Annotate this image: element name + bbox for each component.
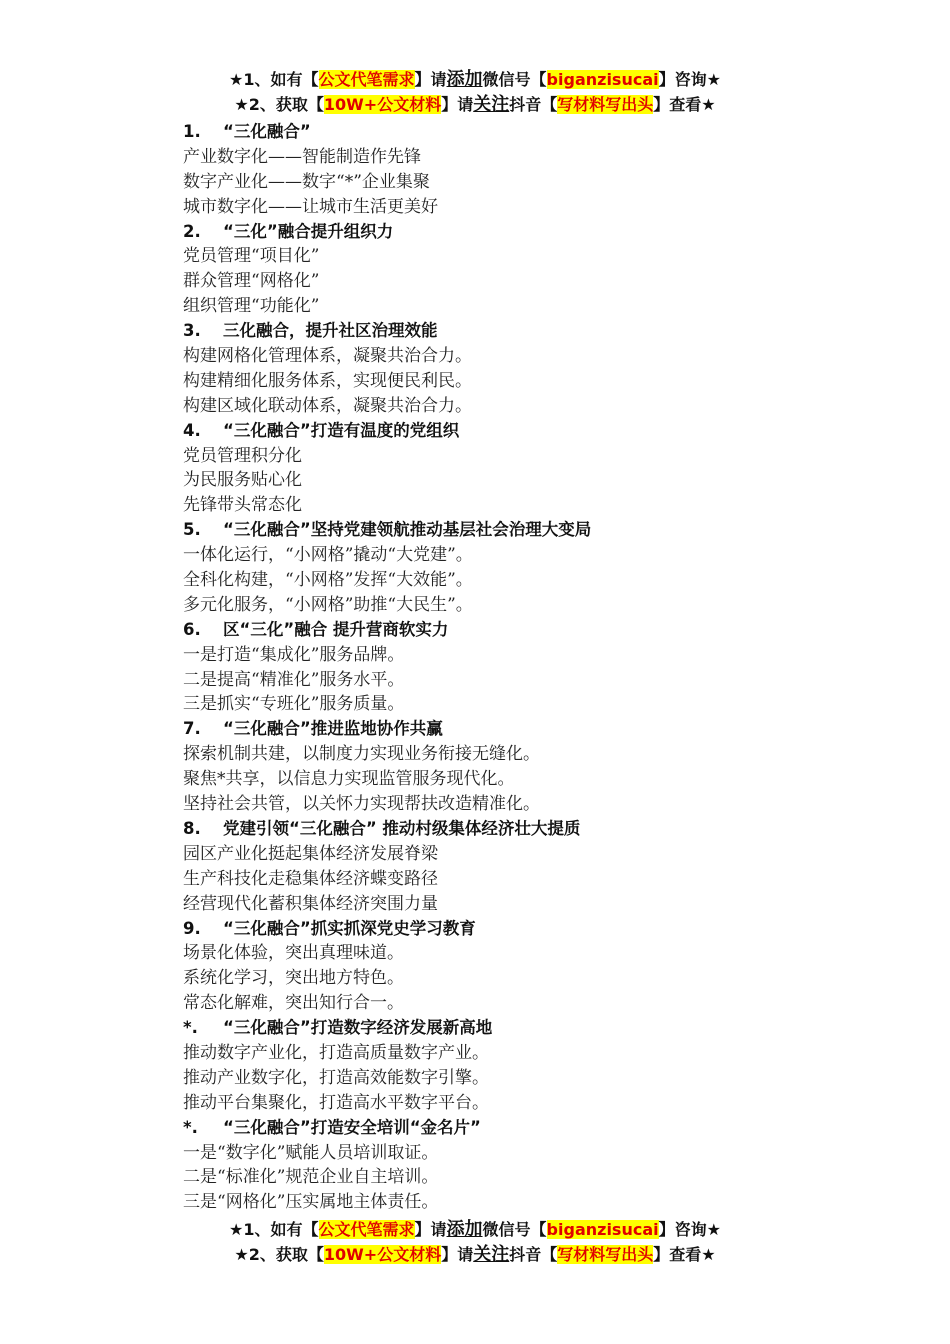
item-heading [183, 1016, 903, 1041]
banner-text: 微信号【 [482, 70, 547, 89]
item-line: 常态化解难，突出知行合一。 [183, 993, 404, 1014]
item-line: 一是“数字化”赋能人员培训取证。 [183, 1142, 439, 1163]
item-number: 8. [183, 818, 201, 838]
banner-text: ★2、获取【 [234, 1245, 324, 1264]
item-line: 组织管理“功能化” [183, 296, 320, 317]
banner-text: 】请 [441, 95, 474, 114]
promo-banner-bottom-line1 [0, 1218, 950, 1242]
item-line: 探索机制共建，以制度力实现业务衔接无缝化。 [183, 744, 540, 765]
banner-highlight: 写材料写出头 [557, 95, 654, 114]
item-number: 9. [183, 918, 201, 938]
banner-text: 】请 [414, 1220, 447, 1239]
item-line: 三是抓实“专班化”服务质量。 [183, 694, 405, 715]
item-line: 推动平台集聚化，打造高水平数字平台。 [183, 1092, 489, 1113]
item-line: 多元化服务，“小网格”助推“大民生”。 [183, 594, 473, 615]
banner-text: 】咨询★ [658, 1220, 721, 1239]
item-line: 二是“标准化”规范企业自主培训。 [183, 1167, 439, 1188]
item-line: 产业数字化——智能制造作先锋 [183, 146, 421, 167]
banner-text: ★2、获取【 [234, 95, 324, 114]
item-number: 1. [183, 122, 201, 141]
item-line: 党员管理积分化 [183, 445, 302, 466]
item-line: 系统化学习，突出地方特色。 [183, 968, 404, 989]
banner-highlight: biganzisucai [546, 1220, 659, 1239]
item-line: 数字产业化——数字“*”企业集聚 [183, 171, 430, 192]
item-line: 生产科技化走稳集体经济蝶变路径 [183, 868, 438, 889]
banner-highlight: 公文代笔需求 [318, 1220, 415, 1239]
item-heading [183, 220, 903, 245]
item-number: 2. [183, 221, 201, 241]
item-line: 先锋带头常态化 [183, 495, 302, 516]
item-heading [183, 717, 903, 742]
item-number: 5. [183, 520, 201, 540]
item-line: 推动数字产业化，打造高质量数字产业。 [183, 1042, 489, 1063]
promo-banner-top-line2 [0, 93, 950, 117]
banner-text: 抖音【 [509, 95, 558, 114]
item-line: 群众管理“网格化” [183, 271, 320, 292]
item-title: 三化融合，提升社区治理效能 [223, 321, 438, 341]
item-number: 7. [183, 719, 201, 739]
item-title: “三化融合”打造有温度的党组织 [223, 420, 460, 440]
item-title: “三化融合”打造安全培训“金名片” [223, 1117, 481, 1137]
banner-text: 】查看★ [653, 95, 716, 114]
banner-text: 抖音【 [509, 1245, 558, 1264]
banner-highlight: 10W+公文材料 [323, 1245, 442, 1264]
item-line: 园区产业化挺起集体经济发展脊梁 [183, 843, 438, 864]
item-line: 三是“网格化”压实属地主体责任。 [183, 1192, 439, 1213]
banner-text: ★1、如有【 [229, 1220, 319, 1239]
banner-emphasis: 添加 [446, 69, 483, 90]
item-line: 构建精细化服务体系，实现便民利民。 [183, 370, 472, 391]
banner-text: ★1、如有【 [229, 70, 319, 89]
item-number: 4. [183, 420, 201, 440]
item-number: 6. [183, 619, 201, 639]
item-title: “三化融合”坚持党建领航推动基层社会治理大变局 [223, 520, 592, 540]
item-title: 党建引领“三化融合” 推动村级集体经济壮大提质 [223, 818, 581, 838]
banner-emphasis: 关注 [473, 1244, 510, 1265]
item-line: 城市数字化——让城市生活更美好 [183, 196, 438, 217]
banner-text: 】咨询★ [658, 70, 721, 89]
item-number: 3. [183, 321, 201, 341]
promo-banner-bottom-line2 [0, 1243, 950, 1267]
item-title: “三化融合”推进监地协作共赢 [223, 719, 443, 739]
item-heading [183, 917, 903, 942]
banner-highlight: biganzisucai [546, 70, 659, 89]
item-heading [183, 419, 903, 444]
item-title: “三化融合” [223, 122, 311, 141]
item-heading [183, 120, 903, 145]
banner-emphasis: 添加 [446, 1219, 483, 1240]
banner-highlight: 写材料写出头 [557, 1245, 654, 1264]
item-number: *. [183, 1117, 198, 1137]
promo-banner-top-line1 [0, 68, 950, 92]
item-line: 坚持社会共管，以关怀力实现帮扶改造精准化。 [183, 794, 540, 815]
item-line: 经营现代化蓄积集体经济突围力量 [183, 893, 438, 914]
item-line: 为民服务贴心化 [183, 470, 302, 491]
item-heading [183, 319, 903, 344]
item-title: “三化融合”抓实抓深党史学习教育 [223, 918, 476, 938]
banner-text: 】请 [414, 70, 447, 89]
banner-highlight: 10W+公文材料 [323, 95, 442, 114]
banner-highlight: 公文代笔需求 [318, 70, 415, 89]
banner-text: 】请 [441, 1245, 474, 1264]
banner-emphasis: 关注 [473, 94, 510, 115]
item-title: “三化融合”打造数字经济发展新高地 [223, 1018, 493, 1038]
item-line: 党员管理“项目化” [183, 246, 320, 267]
item-line: 二是提高“精准化”服务水平。 [183, 669, 405, 690]
item-heading [183, 817, 903, 842]
item-line: 一体化运行，“小网格”撬动“大党建”。 [183, 545, 473, 566]
banner-text: 】查看★ [653, 1245, 716, 1264]
item-title: 区“三化”融合 提升营商软实力 [223, 619, 449, 639]
item-line: 推动产业数字化，打造高效能数字引擎。 [183, 1067, 489, 1088]
banner-text: 微信号【 [482, 1220, 547, 1239]
item-heading [183, 618, 903, 643]
article-list [183, 120, 903, 1215]
item-number: *. [183, 1018, 198, 1038]
item-heading [183, 1116, 903, 1141]
item-line: 构建网格化管理体系，凝聚共治合力。 [183, 346, 472, 367]
item-line: 聚焦*共享，以信息力实现监管服务现代化。 [183, 769, 515, 790]
item-line: 构建区域化联动体系，凝聚共治合力。 [183, 395, 472, 416]
item-heading [183, 518, 903, 543]
item-line: 场景化体验，突出真理味道。 [183, 943, 404, 964]
item-title: “三化”融合提升组织力 [223, 221, 394, 241]
item-line: 一是打造“集成化”服务品牌。 [183, 644, 405, 665]
item-line: 全科化构建，“小网格”发挥“大效能”。 [183, 570, 473, 591]
